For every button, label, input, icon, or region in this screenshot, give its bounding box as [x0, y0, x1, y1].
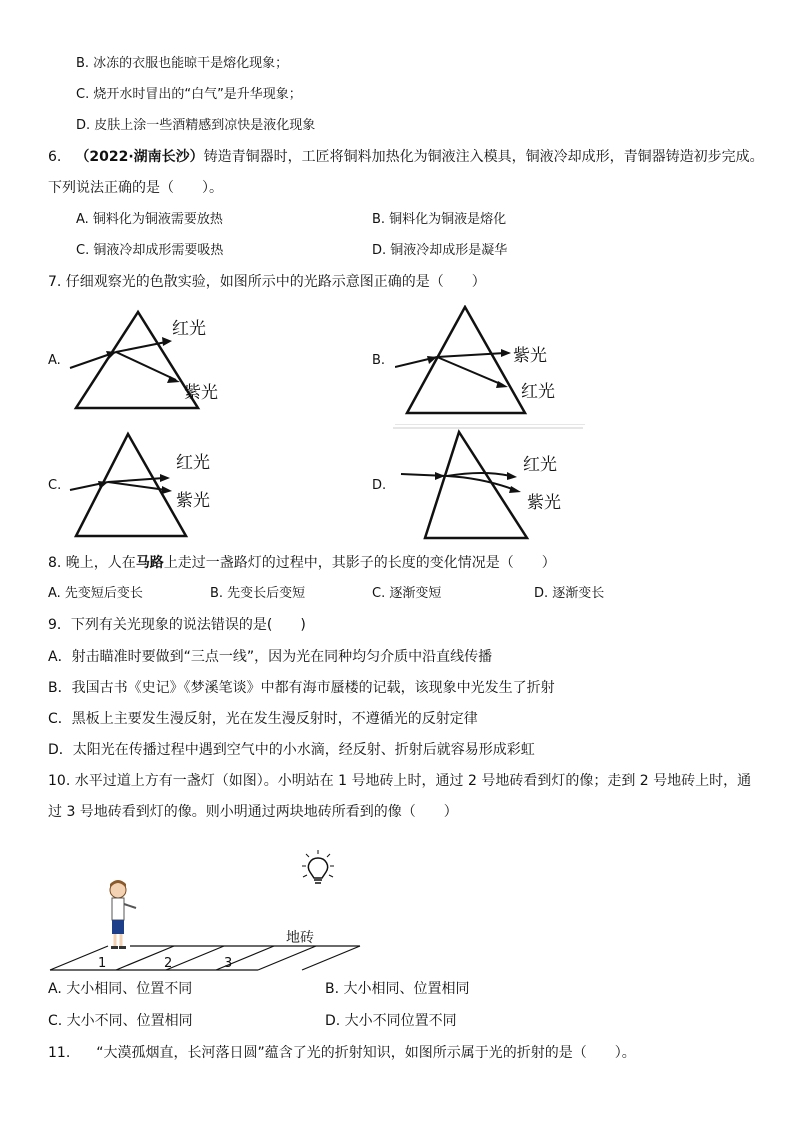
q6-option-b: B. 铜料化为铜液是熔化	[372, 212, 507, 227]
q11-number: 11.	[48, 1045, 71, 1061]
q7-fig-a-lower-label: 紫光	[184, 383, 218, 403]
q8-stem	[48, 553, 556, 573]
q6-option-a: A. 铜料化为铜液需要放热	[76, 212, 223, 227]
refracted-ray-lower	[447, 476, 515, 490]
q7-figure-c	[68, 430, 248, 540]
q7-figure-d	[393, 426, 583, 542]
q6-source: （2022·湖南长沙）	[75, 149, 204, 165]
refracted-ray-upper	[447, 473, 511, 476]
q10-figure	[46, 836, 366, 974]
q7-figure-a	[68, 308, 248, 412]
refracted-ray-upper	[437, 353, 505, 357]
q11-stem	[48, 1043, 636, 1063]
q10-stem-line2: 过 3 号地砖看到灯的像。则小明通过两块地砖所看到的像（ ）	[48, 804, 458, 820]
q10-option-d: D. 大小不同位置不同	[325, 1013, 457, 1029]
q7-fig-a-letter: A.	[48, 353, 61, 368]
q8-stem-part1: 8. 晚上，人在	[48, 555, 136, 571]
q10-option-c: C. 大小不同、位置相同	[48, 1013, 193, 1029]
q11-stem-text: “大漠孤烟直，长河落日圆”蕴含了光的折射知识，如图所示属于光的折射的是（ ）。	[96, 1045, 636, 1061]
q6-stem: 铸造青铜器时，工匠将铜料加热化为铜液注入模具，铜液冷却成形，青铜器铸造初步完成。	[203, 149, 764, 165]
q7-fig-c-upper-label: 红光	[176, 453, 210, 473]
tile-1-label: 1	[98, 956, 107, 971]
q7-fig-c-letter: C.	[48, 478, 62, 493]
q7-fig-a-upper-label: 红光	[172, 319, 206, 339]
q9-stem: 9．下列有关光现象的说法错误的是( )	[48, 617, 306, 633]
q7-stem: 7. 仔细观察光的色散实验，如图所示中的光路示意图正确的是（ ）	[48, 274, 486, 290]
tile-2-label: 2	[164, 956, 173, 971]
q10-option-a: A. 大小相同、位置不同	[48, 981, 193, 997]
q7-fig-d-lower-label: 紫光	[527, 493, 561, 513]
q7-fig-b-lower-label: 红光	[521, 382, 555, 402]
q10-stem-line1: 10. 水平过道上方有一盏灯（如图）。小明站在 1 号地砖上时，通过 2 号地砖看到灯的像；走到 2 号地砖上时，通	[48, 773, 752, 789]
q7-fig-b-letter: B.	[372, 353, 386, 368]
q6-stem-line1	[48, 147, 764, 167]
q6-option-c: C. 铜液冷却成形需要吸热	[76, 243, 224, 258]
q5-option-c: C. 烧开水时冒出的“白气”是升华现象；	[76, 87, 302, 102]
q7-fig-c-lower-label: 紫光	[176, 491, 210, 511]
tile-3-label: 3	[224, 956, 233, 971]
q9-option-c: C．黑板上主要发生漫反射，光在发生漫反射时，不遵循光的反射定律	[48, 711, 478, 727]
floor-label: 地砖	[286, 930, 314, 946]
q8-option-d: D. 逐渐变长	[534, 586, 605, 601]
q7-figure-b	[395, 305, 585, 425]
q8-stem-part2: 上走过一盏路灯的过程中，其影子的长度的变化情况是（ ）	[163, 555, 556, 571]
q7-fig-d-upper-label: 红光	[523, 455, 557, 475]
q9-option-b: B．我国古书《史记》《梦溪笔谈》中都有海市蜃楼的记载，该现象中光发生了折射	[48, 680, 555, 696]
boy-figure	[110, 880, 136, 949]
q5-option-b: B. 冰冻的衣服也能晾干是熔化现象；	[76, 56, 289, 71]
q8-option-c: C. 逐渐变短	[372, 586, 442, 601]
q6-number: 6.	[48, 149, 62, 165]
refracted-ray-lower	[437, 357, 503, 385]
q9-option-a: A．射击瞄准时要做到“三点一线”，因为光在同种均匀介质中沿直线传播	[48, 649, 493, 665]
q8-option-b: B. 先变长后变短	[210, 586, 306, 601]
q6-option-d: D. 铜液冷却成形是凝华	[372, 243, 508, 258]
lamp-icon	[302, 850, 334, 883]
q5-option-d: D. 皮肤上涂一些酒精感到凉快是液化现象	[76, 118, 316, 133]
q8-option-a: A. 先变短后变长	[48, 586, 143, 601]
q10-option-b: B. 大小相同、位置相同	[325, 981, 470, 997]
q8-stem-bold: 马路	[135, 555, 164, 571]
floor-tiles	[50, 946, 360, 970]
q7-fig-b-upper-label: 紫光	[513, 346, 547, 366]
q9-option-d: D．太阳光在传播过程中遇到空气中的小水滴，经反射、折射后就容易形成彩虹	[48, 742, 535, 758]
q6-stem-line2: 下列说法正确的是（ ）。	[48, 180, 223, 196]
q7-fig-d-letter: D.	[372, 478, 387, 493]
prism	[425, 432, 527, 538]
